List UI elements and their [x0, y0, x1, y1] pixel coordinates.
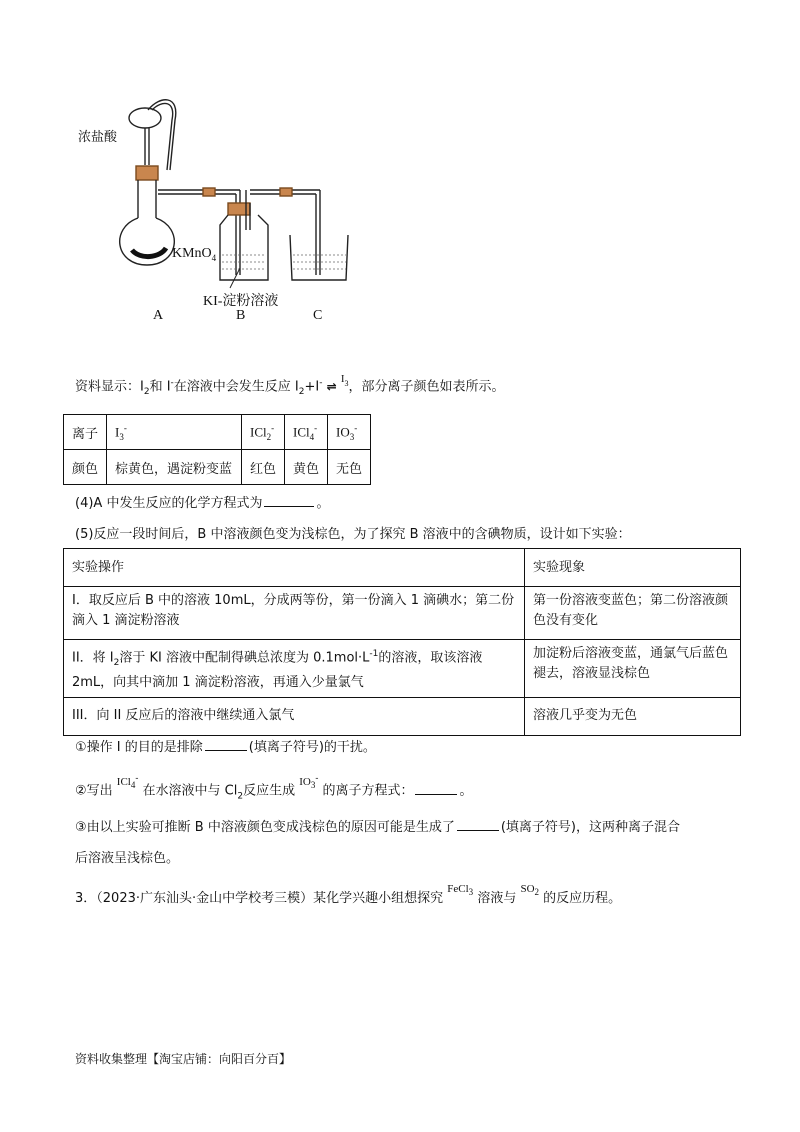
label-c: C — [313, 308, 323, 323]
table-cell: $I_3^-$ — [107, 415, 242, 450]
question-4: (4)A 中发生反应的化学方程式为 。 — [75, 496, 330, 511]
table-cell: 加淀粉后溶液变蓝，通氯气后蓝色褪去，溶液显浅棕色 — [525, 640, 741, 698]
sub-question-3: ③由以上实验可推断 B 中溶液颜色变成浅棕色的原因可能是生成了 (填离子符号)，这两种离子混合 — [75, 820, 680, 835]
answer-blank[interactable] — [264, 494, 314, 507]
table-cell: ICl$_4$- — [285, 415, 328, 450]
table-row — [64, 415, 371, 450]
table-row — [64, 697, 741, 735]
table-cell: 黄色 — [285, 450, 328, 485]
label-kmno4: KMnO$_4$ — [172, 246, 217, 263]
label-b: B — [236, 308, 246, 323]
table-header: 实验操作 — [64, 549, 525, 587]
sub-question-1: ①操作 I 的目的是排除 (填离子符号)的干扰。 — [75, 740, 376, 755]
table-cell: 无色 — [328, 450, 371, 485]
info-line: 资料显示：$I_2$和 I-在溶液中会发生反应 $I_2+I^-$ ⇌ $^I_3$，部分离子颜色如表所示。 — [75, 373, 505, 397]
table-row — [64, 587, 741, 640]
table-row — [64, 640, 741, 698]
table-row — [64, 549, 741, 587]
equilibrium-arrow-icon: ⇌ — [326, 379, 337, 394]
table-header: 实验现象 — [525, 549, 741, 587]
table-cell: 溶液几乎变为无色 — [525, 697, 741, 735]
sub-question-3-continued: 后溶液呈浅棕色。 — [75, 851, 180, 866]
table-cell: 颜色 — [64, 450, 107, 485]
experiment-table — [63, 548, 741, 736]
table-cell: I．取反应后 B 中的溶液 10mL，分成两等份，第一份滴入 1 滴碘水；第二份滴入 1 滴淀粉溶液 — [64, 587, 525, 640]
page-footer: 资料收集整理【淘宝店铺：向阳百分百】 — [75, 1052, 292, 1066]
question-5: (5)反应一段时间后，B 中溶液颜色变为浅棕色，为了探究 B 溶液中的含碘物质，设计如下实验： — [75, 527, 631, 542]
table-cell: 红色 — [242, 450, 285, 485]
answer-blank[interactable] — [457, 818, 499, 831]
table-cell: 离子 — [64, 415, 107, 450]
answer-blank[interactable] — [415, 782, 457, 795]
table-cell: 棕黄色，遇淀粉变蓝 — [107, 450, 242, 485]
table-cell: 第一份溶液变蓝色；第二份溶液颜色没有变化 — [525, 587, 741, 640]
table-cell: II．将 $I_2$溶于 KI 溶液中配制得碘总浓度为 $0.1mol\cdot L^{-1}$的溶液，取该溶液 2mL，向其中滴加 1 滴淀粉溶液，再通入少量氯气 — [64, 640, 525, 698]
table-cell: $IO_3^-$ — [328, 415, 371, 450]
table-cell: III．向 II 反应后的溶液中继续通入氯气 — [64, 697, 525, 735]
table-row — [64, 450, 371, 485]
label-hcl: 浓盐酸 — [78, 129, 118, 144]
ion-color-table — [63, 414, 371, 485]
sub-question-2: ②写出 $^{ICl_4^-}$ 在水溶液中与 $Cl_2$反应生成 $^{IO_3^-}$ 的离子方程式： 。 — [75, 772, 473, 802]
label-a: A — [153, 308, 164, 323]
question-3: 3．（2023·广东汕头·金山中学校考三模）某化学兴趣小组想探究 $^{FeCl_3}$ 溶液与 $^{SO_2}$ 的反应历程。 — [75, 883, 622, 906]
answer-blank[interactable] — [205, 738, 247, 751]
label-ki-solution: KI-淀粉溶液 — [203, 294, 279, 309]
table-cell: ICl$_2$- — [242, 415, 285, 450]
